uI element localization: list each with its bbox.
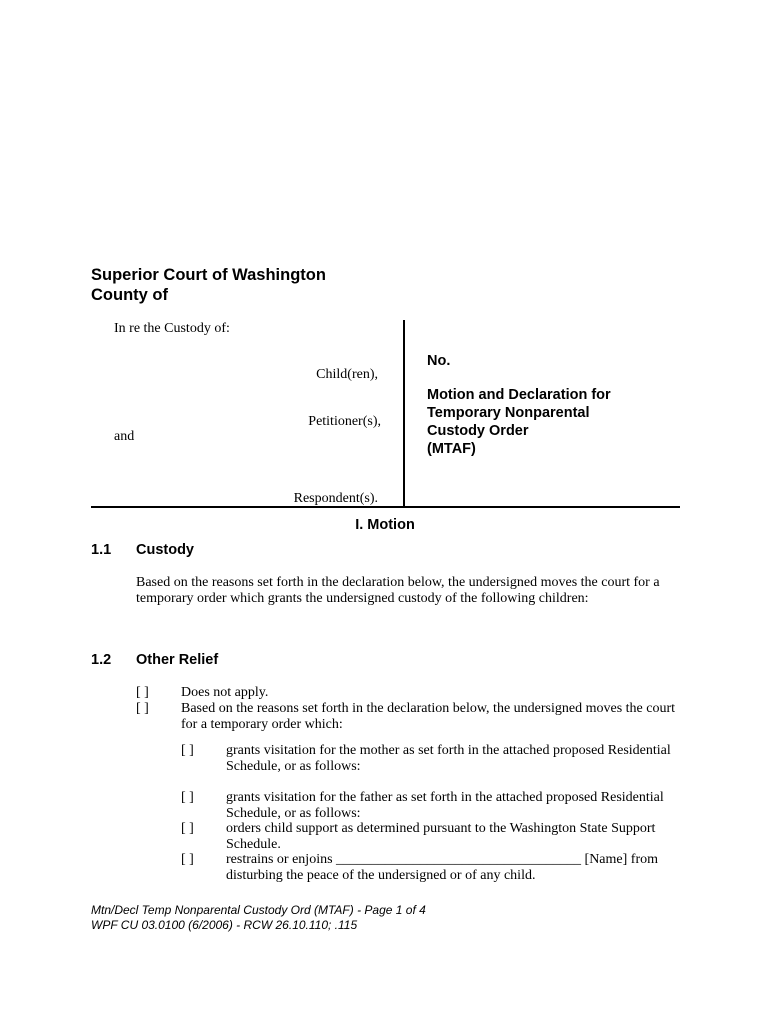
text-line: Based on the reasons set forth in the declaration below, the undersigned moves the court xyxy=(181,701,676,716)
section-1-1-title: Custody xyxy=(136,542,194,558)
checkbox-child-support[interactable]: [ ] xyxy=(181,821,194,836)
document-title-line: (MTAF) xyxy=(427,441,476,457)
in-re-label: In re the Custody of: xyxy=(114,321,230,336)
document-title xyxy=(427,386,611,458)
court-header xyxy=(91,265,326,305)
children-label: Child(ren), xyxy=(316,367,378,382)
text-line: Schedule, or as follows: xyxy=(226,759,361,774)
checkbox-mother-visitation[interactable]: [ ] xyxy=(181,743,194,758)
text-line: temporary order which grants the undersigned custody of the following children: xyxy=(136,591,589,606)
document-title-line: Temporary Nonparental xyxy=(427,405,590,421)
footer-form-title: Mtn/Decl Temp Nonparental Custody Ord (MTAF) - Page 1 of 4 xyxy=(91,903,426,917)
option-father-visitation xyxy=(226,790,664,822)
section-1-2-number: 1.2 xyxy=(91,652,112,668)
caption-divider-vertical xyxy=(403,320,405,506)
page-footer xyxy=(91,903,426,933)
option-based-on-reasons xyxy=(181,701,675,733)
and-label: and xyxy=(114,429,135,444)
checkbox-does-not-apply[interactable]: [ ] xyxy=(136,685,149,700)
checkbox-father-visitation[interactable]: [ ] xyxy=(181,790,194,805)
respondents-label: Respondent(s). xyxy=(293,491,378,506)
text-line: grants visitation for the father as set forth in the attached proposed Residential xyxy=(226,790,664,805)
section-1-2-title: Other Relief xyxy=(136,652,219,668)
text-line: Schedule, or as follows: xyxy=(226,806,361,821)
text-line: disturbing the peace of the undersigned or of any child. xyxy=(226,868,536,883)
text-line: restrains or enjoins ___________________________________ [Name] from xyxy=(226,852,658,867)
county-line: County of xyxy=(91,286,168,304)
option-does-not-apply: Does not apply. xyxy=(181,685,269,700)
section-title: I. Motion xyxy=(355,517,415,533)
petitioners-label: Petitioner(s), xyxy=(308,414,381,429)
footer-form-code: WPF CU 03.0100 (6/2006) - RCW 26.10.110; .115 xyxy=(91,918,358,932)
checkbox-based-on-reasons[interactable]: [ ] xyxy=(136,701,149,716)
document-title-line: Motion and Declaration for xyxy=(427,387,611,403)
section-1-1-text xyxy=(136,575,660,607)
text-line: Based on the reasons set forth in the declaration below, the undersigned moves the court for a xyxy=(136,575,660,590)
caption-divider-horizontal xyxy=(91,506,680,508)
text-line: orders child support as determined pursuant to the Washington State Support xyxy=(226,821,656,836)
case-number-label: No. xyxy=(427,353,451,369)
option-restrains xyxy=(226,852,658,884)
document-title-line: Custody Order xyxy=(427,423,529,439)
text-line: grants visitation for the mother as set forth in the attached proposed Residential xyxy=(226,743,671,758)
option-mother-visitation xyxy=(226,743,671,775)
section-1-1-number: 1.1 xyxy=(91,542,112,558)
option-child-support xyxy=(226,821,655,853)
text-line: Schedule. xyxy=(226,837,281,852)
text-line: for a temporary order which: xyxy=(181,717,343,732)
checkbox-restrains[interactable]: [ ] xyxy=(181,852,194,867)
court-name: Superior Court of Washington xyxy=(91,266,326,284)
